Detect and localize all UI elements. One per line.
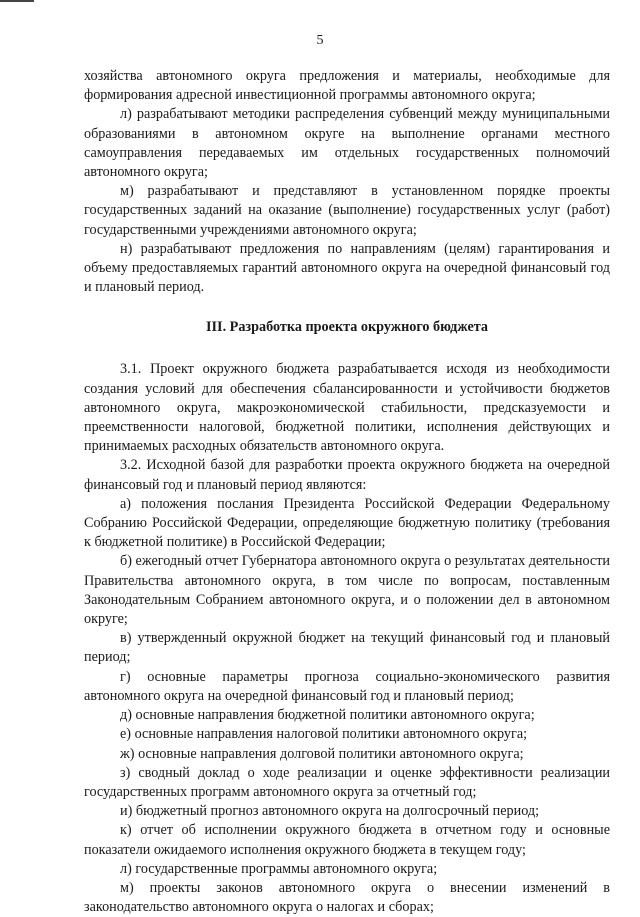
paragraph-3-2: 3.2. Исходной базой для разработки проекта окружного бюджета на очередной финансовый год и плановый период являются:	[84, 457, 610, 493]
page-number: 5	[316, 33, 324, 48]
paragraph-item-n: н) разрабатывают предложения по направлениям (целям) гарантирования и объему предоставляемых гарантий автономного округа на очередной финансовый год и плановый период.	[84, 240, 610, 296]
list-item-a: а) положения послания Президента Российской Федерации Федеральному Собранию Российской Федерации, определяющие бюджетную политику (требования к бюджетной политике) в Российской Федерации;	[84, 495, 610, 551]
list-item-g: г) основные параметры прогноза социально-экономического развития автономного округа на очередной финансовый год и плановый период;	[84, 668, 610, 704]
list-item-i: и) бюджетный прогноз автономного округа на долгосрочный период;	[120, 803, 540, 820]
list-item-m: м) проекты законов автономного округа о внесении изменений в законодательство автономного округа о налогах и сборах;	[84, 879, 610, 916]
list-item-v: в) утвержденный окружной бюджет на текущий финансовый год и плановый период;	[84, 630, 610, 666]
paragraph-item-l: л) разрабатывают методики распределения субвенций между муниципальными образованиями в автономном округе на выполнение органами местного самоуправления передаваемых им отдельных государственных полномочий автономного округа;	[84, 106, 610, 181]
list-item-b: б) ежегодный отчет Губернатора автономного округа о результатах деятельности Правительства автономного округа, в том числе по вопросам, поставленным Законодательным Собранием автономного округа, и о положении дел в автономном округе;	[84, 553, 610, 628]
paragraph-item-m: м) разрабатывают и представляют в установленном порядке проекты государственных заданий на оказание (выполнение) государственных услуг (работ) государственными учреждениями автономного округа;	[84, 183, 610, 238]
list-item-zh: ж) основные направления долговой политики автономного округа;	[120, 745, 524, 762]
document-body	[84, 67, 610, 917]
list-item-l: л) государственные программы автономного округа;	[120, 860, 438, 877]
list-item-e: е) основные направления налоговой политики автономного округа;	[120, 726, 528, 743]
list-item-d: д) основные направления бюджетной политики автономного округа;	[120, 707, 535, 724]
scan-corner-mark	[0, 0, 34, 2]
list-item-z: з) сводный доклад о ходе реализации и оценке эффективности реализации государственных программ автономного округа за отчетный год;	[84, 764, 610, 800]
section-heading: III. Разработка проекта окружного бюджета	[206, 319, 488, 336]
paragraph-continuation: хозяйства автономного округа предложения и материалы, необходимые для формирования адресной инвестиционной программы автономного округа;	[84, 68, 610, 104]
paragraph-3-1: 3.1. Проект окружного бюджета разрабатывается исходя из необходимости создания условий для обеспечения сбалансированности и устойчивости бюджетов автономного округа, макроэкономической стабильности, предсказуемости и преемственности налоговой, бюджетной политики, исполнения действующих и принимаемых расходных обязательств автономного округа.	[84, 361, 610, 455]
list-item-k: к) отчет об исполнении окружного бюджета в отчетном году и основные показатели ожидаемого исполнения окружного бюджета в текущем году;	[84, 822, 610, 858]
